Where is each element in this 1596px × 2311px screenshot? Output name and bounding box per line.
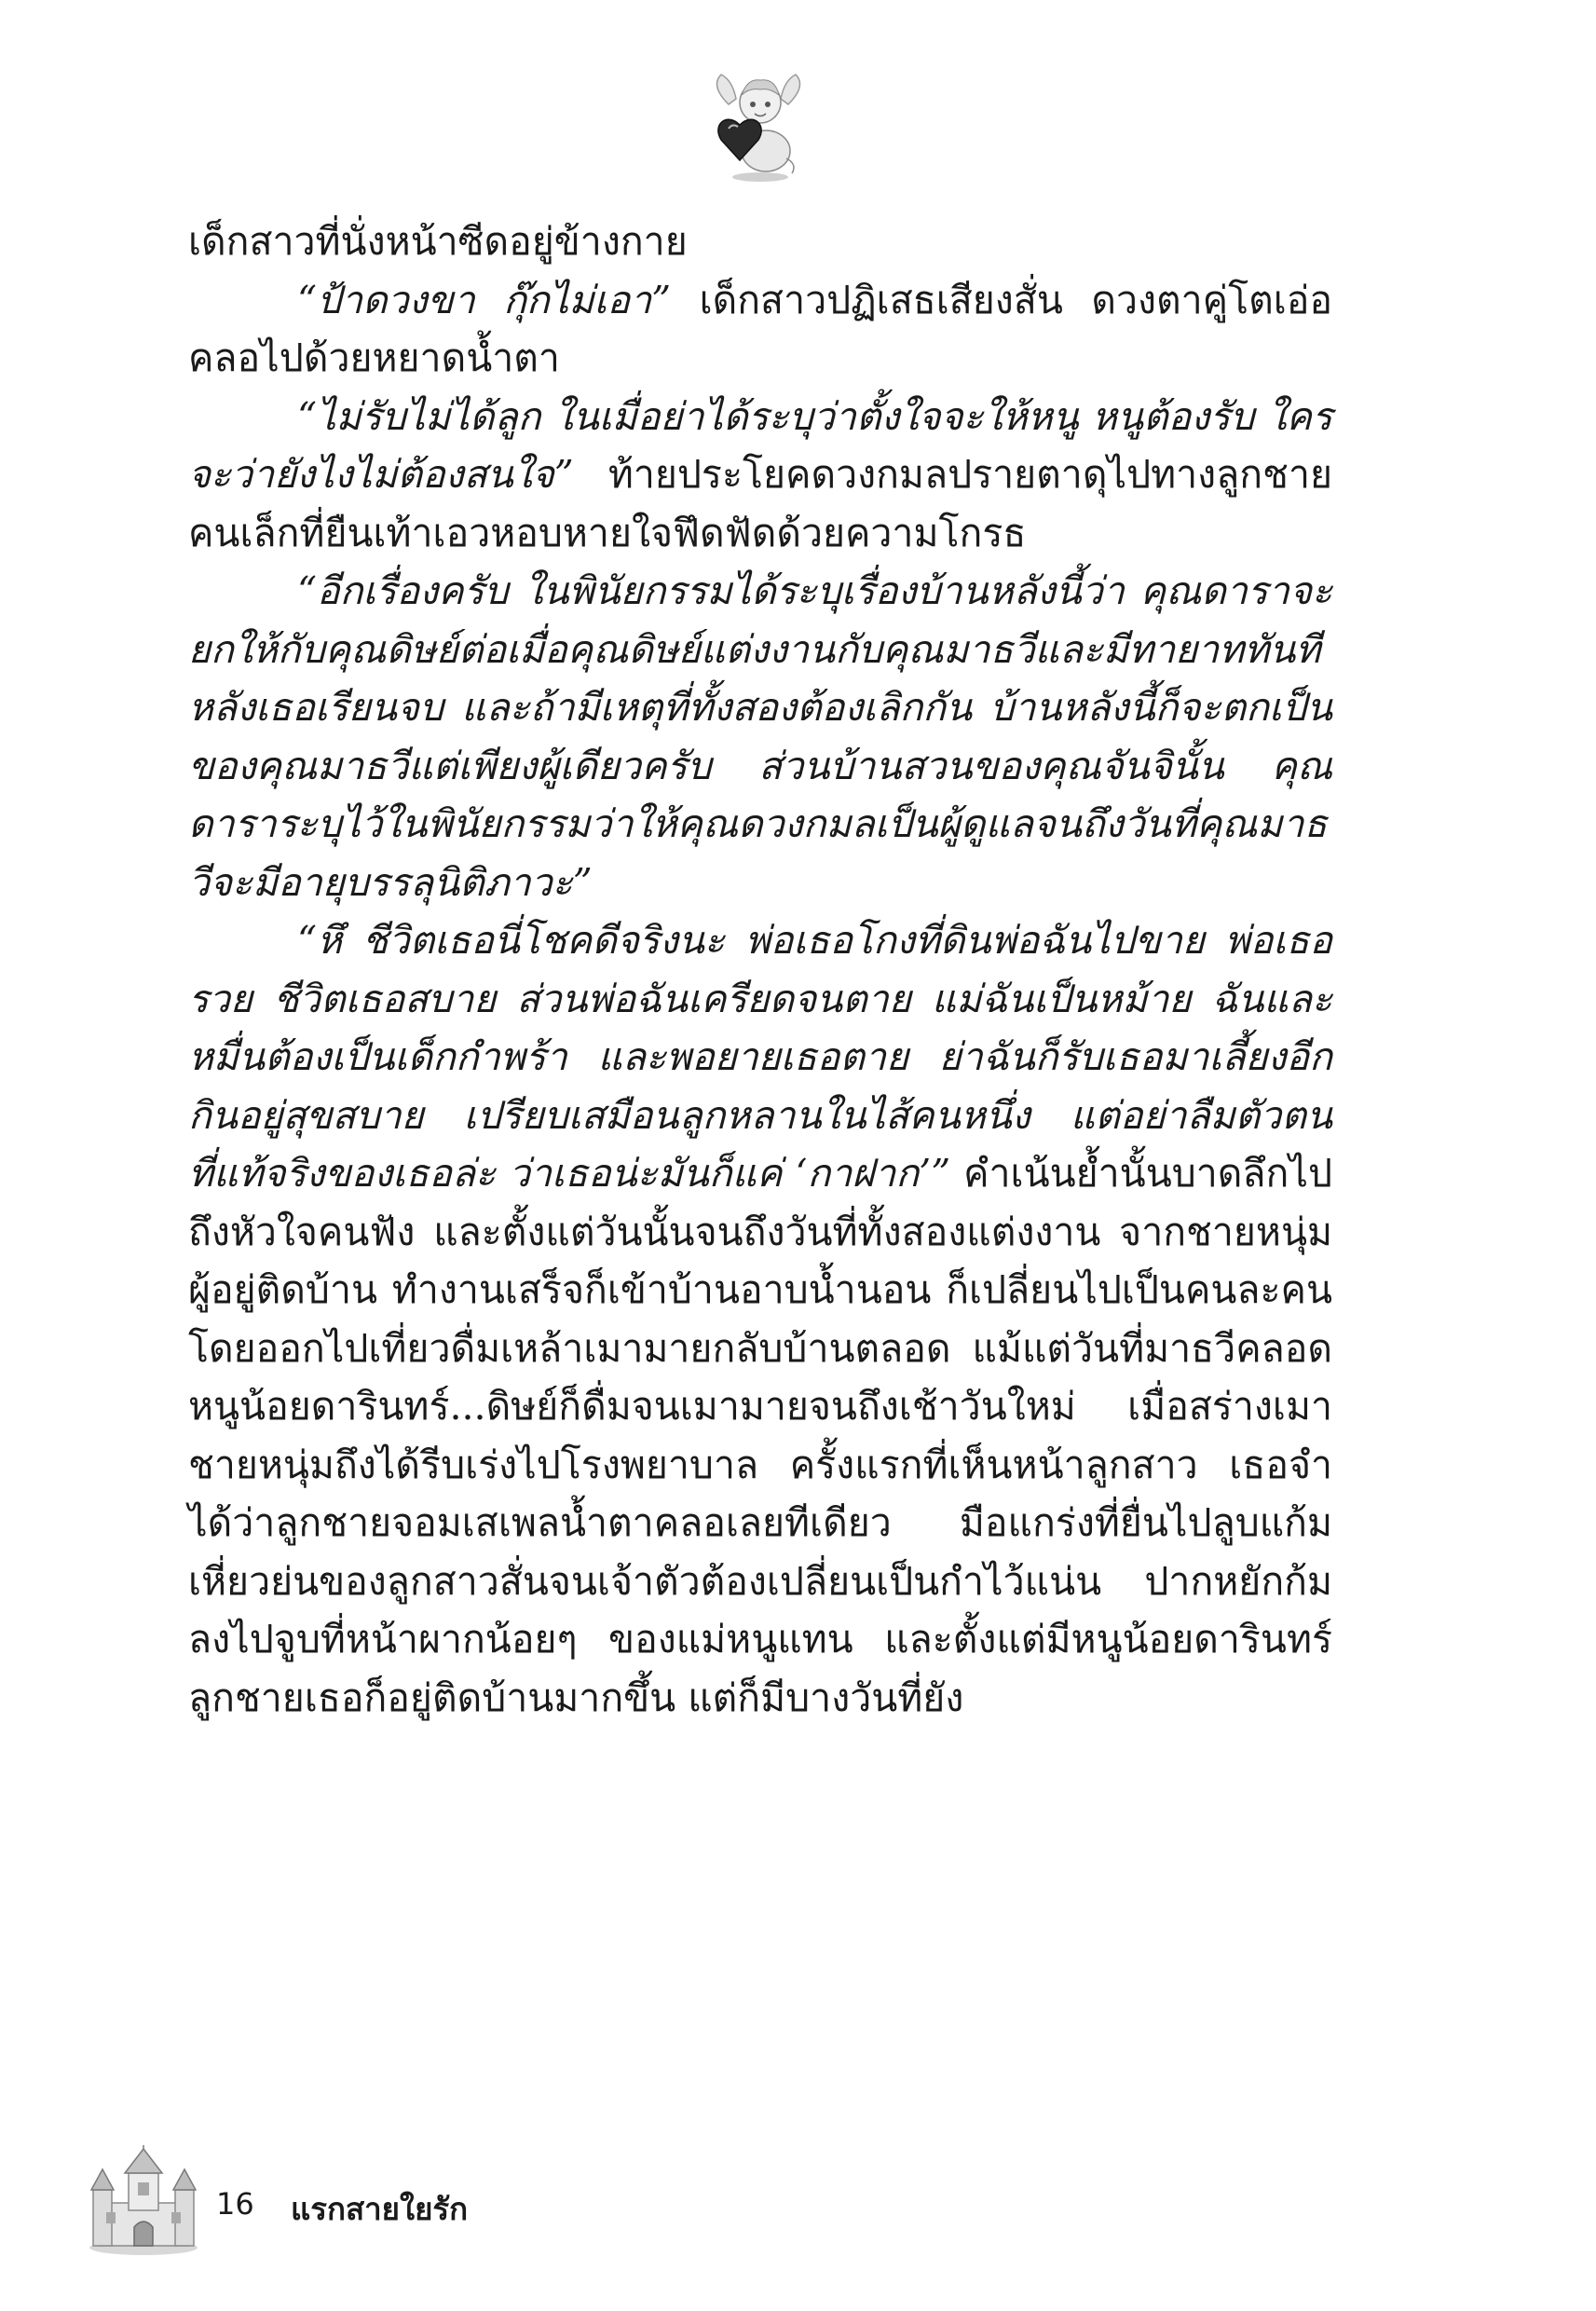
dialogue-quote: “อีกเรื่องครับ ในพินัยกรรมได้ระบุเรื่องบ้านหลังนี้ว่า คุณดาราจะยกให้กับคุณดิษย์ต่อเมื่อคุณดิษย์แต่งงานกับคุณมาธวีและมีทายาททันทีหลังเธอเรียนจบ และถ้ามีเหตุที่ทั้งสองต้องเลิกกัน บ้านหลังนี้ก็จะตกเป็นของคุณมาธวีแต่เพียงผู้เดียวครับ ส่วนบ้านสวนของคุณจันจินั้น คุณดาราระบุไว้ในพินัยกรรมว่าให้คุณดวงกมลเป็นผู้ดูแลจนถึงวันที่คุณมาธวีจะมีอายุบรรลุนิติภาวะ” <box>188 568 1332 905</box>
paragraph-3: “ไม่รับไม่ได้ลูก ในเมื่อย่าได้ระบุว่าตั้งใจจะให้หนู หนูต้องรับ ใครจะว่ายังไงไม่ต้องสนใจ” ท้ายประโยคดวงกมลปรายตาดุไปทางลูกชายคนเล็กที่ยืนเท้าเอวหอบหายใจฟึดฟัดด้วยความโกรธ <box>188 393 1332 555</box>
dialogue-quote: “ป้าดวงขา กุ๊กไม่เอา” <box>297 277 672 322</box>
page-number: 16 <box>216 2186 254 2222</box>
page-footer <box>86 2145 645 2257</box>
body-text <box>188 212 1332 1727</box>
paragraph-4 <box>188 562 1332 911</box>
castle-icon <box>86 2145 201 2257</box>
dialogue-quote: “หึ ชีวิตเธอนี่โชคดีจริงนะ พ่อเธอโกงที่ดินพ่อฉันไปขาย พ่อเธอรวย ชีวิตเธอสบาย ส่วนพ่อฉันเครียดจนตาย แม่ฉันเป็นหม้าย ฉันและหมื่นต้องเป็นเด็กกำพร้า และพอยายเธอตาย ย่าฉันก็รับเธอมาเลี้ยงอีก กินอยู่สุขสบาย เปรียบเสมือนลูกหลานในไส้คนหนึ่ง แต่อย่าลืมตัวตนที่แท้จริงของเธอล่ะ ว่าเธอน่ะมันก็แค่ ‘กาฝาก’” <box>188 918 1332 1196</box>
dialogue-quote: “ไม่รับไม่ได้ลูก ในเมื่อย่าได้ระบุว่าตั้งใจจะให้หนู หนูต้องรับ ใครจะว่ายังไงไม่ต้องสนใจ” <box>188 393 1332 497</box>
paragraph-1: เด็กสาวที่นั่งหน้าซีดอยู่ข้างกาย <box>188 219 688 264</box>
paragraph-2: “ป้าดวงขา กุ๊กไม่เอา” เด็กสาวปฏิเสธเสียงสั่น ดวงตาคู่โตเอ่อคลอไปด้วยหยาดน้ำตา <box>188 277 1332 380</box>
cupid-heart-icon <box>701 67 816 186</box>
book-title: แรกสายใยรัก <box>291 2191 469 2227</box>
paragraph-5: “หึ ชีวิตเธอนี่โชคดีจริงนะ พ่อเธอโกงที่ดินพ่อฉันไปขาย พ่อเธอรวย ชีวิตเธอสบาย ส่วนพ่อฉันเครียดจนตาย แม่ฉันเป็นหม้าย ฉันและหมื่นต้องเป็นเด็กกำพร้า และพอยายเธอตาย ย่าฉันก็รับเธอมาเลี้ยงอีก กินอยู่สุขสบาย เปรียบเสมือนลูกหลานในไส้คนหนึ่ง แต่อย่าลืมตัวตนที่แท้จริงของเธอล่ะ ว่าเธอน่ะมันก็แค่ ‘กาฝาก’” คำเน้นย้ำนั้นบาดลึกไปถึงหัวใจคนฟัง และตั้งแต่วันนั้นจนถึงวันที่ทั้งสองแต่งงาน จากชายหนุ่มผู้อยู่ติดบ้าน ทำงานเสร็จก็เข้าบ้านอาบน้ำนอน ก็เปลี่ยนไปเป็นคนละคน โดยออกไปเที่ยวดื่มเหล้าเมามายกลับบ้านตลอด แม้แต่วันที่มาธวีคลอดหนูน้อยดารินทร์...ดิษย์ก็ดื่มจนเมามายจนถึงเช้าวันใหม่ เมื่อสร่างเมาชายหนุ่มถึงได้รีบเร่งไปโรงพยาบาล ครั้งแรกที่เห็นหน้าลูกสาว เธอจำได้ว่าลูกชายจอมเสเพลน้ำตาคลอเลยทีเดียว มือแกร่งที่ยื่นไปลูบแก้มเหี่ยวย่นของลูกสาวสั่นจนเจ้าตัวต้องเปลี่ยนเป็นกำไว้แน่น ปากหยักก้มลงไปจูบที่หน้าผากน้อยๆ ของแม่หนูแทน และตั้งแต่มีหนูน้อยดารินทร์ ลูกชายเธอก็อยู่ติดบ้านมากขึ้น แต่ก็มีบางวันที่ยัง <box>188 918 1332 1720</box>
